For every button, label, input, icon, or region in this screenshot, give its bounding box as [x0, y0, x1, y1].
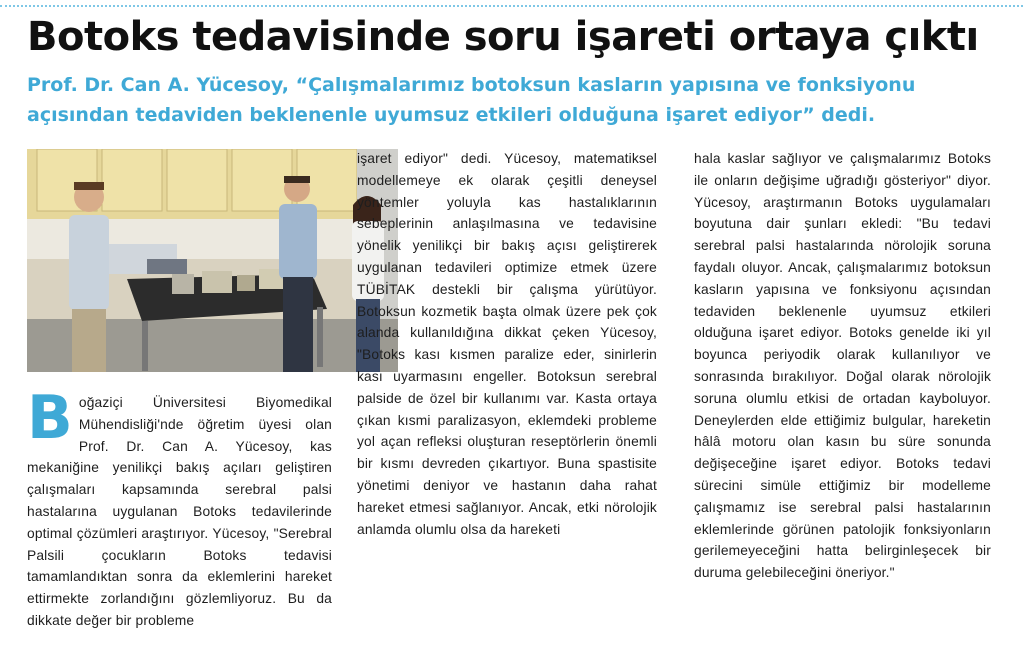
- article-photo: [27, 149, 398, 372]
- article-column-3: [694, 148, 991, 584]
- column-1-text: oğaziçi Üniversitesi Biyomedikal Mühendisliği'nde öğretim üyesi olan Prof. Dr. Can A. Yücesoy, kas mekaniğine yenilikçi bakış açıları geliştiren çalışmaları kapsamında serebral palsi hastalarına uygulanan Botoks tedavilerinde optimal çözümleri araştırıyor. Yücesoy, "Serebral Palsili çocukların Botoks tedavisi tamamlandıktan sonra da eklemlerini hareket ettirmekte zorlandığını gözlemliyoruz. Bu da dikkate değer bir probleme: [27, 395, 332, 628]
- headline: Botoks tedavisinde soru işareti ortaya çıktı: [27, 14, 979, 60]
- subheadline: Prof. Dr. Can A. Yücesoy, “Çalışmalarımız botoksun kasların yapısına ve fonksiyonu açısından tedaviden beklenenle uyumsuz etkileri olduğuna işaret ediyor” dedi.: [27, 74, 916, 126]
- drop-cap-letter: B: [27, 383, 73, 453]
- article-paragraph-1: [27, 383, 332, 632]
- top-dotted-rule: [0, 5, 1023, 7]
- lab-photo-illustration: [27, 149, 398, 372]
- column-3-text: hala kaslar sağlıyor ve çalışmalarımız Botoks ile onların değişime uğradığı gösteriyor" diyor. Yücesoy, araştırmanın Botoks uygulamaları boyutuna dair şunları ekledi: "Bu tedavi serebral palsi hastalarında nörolojik soruna faydalı oluyor. Ancak, çalışmalarımız botoksun kasların yapısına ve fonksiyonu açısından tedaviden beklenenle uyumsuz etkileri olduğuna işaret ediyor. Botoks genelde iki yıl boyunca periyodik olarak kullanılıyor ve sonrasında bırakılıyor. Doğal olarak nörolojik soruna olumlu etkisi de ortadan kayboluyor. Deneylerden elde ettiğimiz bulgular, hareketin hâlâ motoru olan kasın bu süre sonunda değişeceğine işaret ediyor. Botoks tedavi sürecini simüle ettiğimiz bir modelleme çalışmamız ise serebral palsi hastalarının eklemlerinde görünen patolojik fonksiyonların gerilemeyeceğini hatta belirginleşecek bir duruma gelebileceğini öneriyor.": [694, 151, 991, 581]
- article-column-2: [357, 148, 657, 540]
- column-2-text: işaret ediyor" dedi. Yücesoy, matematiksel modellemeye ek olarak çeşitli deneysel yöntemler yoluyla kas hastalıklarının sebeplerinin anlaşılmasına ve tedavisine yönelik yenilikçi bir bakış açısı geliştirerek uygulanan tedavileri optimize etmek üzere TÜBİTAK destekli bir çalışma yürütüyor. Botoksun kozmetik başta olmak üzere pek çok alanda kullanıldığına dikkat çeken Yücesoy, "Botoks kası kısmen paralize eder, sinirlerin kası uyarmasını engeller. Botoksun serebral palside de özel bir kullanımı var. Kasta ortaya çıkan kısmi paralizasyon, eklemdeki probleme yol açan refleksi oluşturan reseptörlerin önemli bir kısmı devreden çıkartıyor. Buna spastisite yönetimi deniyor ve hastanın daha rahat hareket etmesi sağlanıyor. Ancak, etki nörolojik anlamda olumlu olsa da hareketi: [357, 151, 657, 537]
- article-column-1: [27, 383, 332, 632]
